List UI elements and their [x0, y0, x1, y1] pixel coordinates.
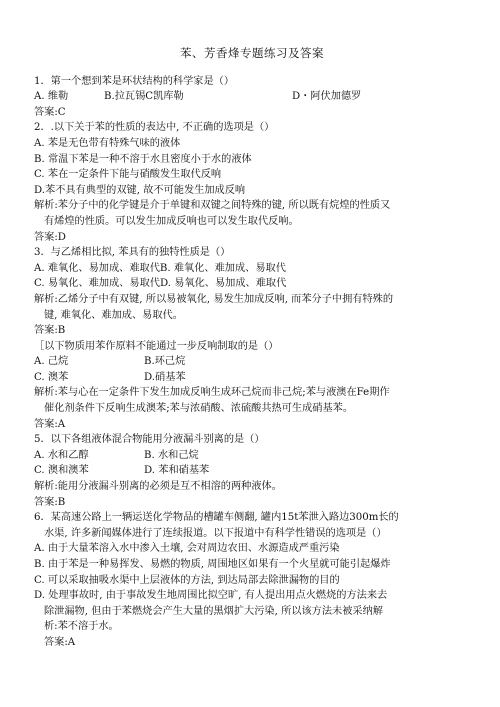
option-c: C. 苯在一定条件下能与硝酸发生取代反响: [34, 169, 222, 181]
analysis: 有烯煌的性质。可以发生加成反响也可以发生取代反响。: [44, 215, 299, 227]
option-a: A. 水和乙醇: [34, 449, 89, 461]
analysis: 解析:苯与心在一定条件下发生加成反响生成环己烷而非己烷;苯与液澳在Fe期作: [34, 387, 390, 399]
option-b: B. 由于苯是一种易挥发、易燃的物质, 周围地区如果有一个火星就可能引起爆炸: [34, 559, 391, 570]
option-a: A. 由于大量苯溶入水中渗入土壤, 会对周边农田、水源造成严重污染: [34, 543, 340, 555]
analysis: 解析:苯分子中的化学键是介于单键和双键之间特殊的键, 所以既有烷煌的性质又: [34, 200, 391, 212]
option-a: A. 己烷: [34, 356, 69, 368]
question-3: [34, 245, 470, 339]
question-stem: 5．以下各组液体混合物能用分液漏斗别离的是（）: [34, 434, 265, 446]
answer: 答案:C: [34, 106, 66, 118]
analysis: 催化剂条件下反响生成澳苯;苯与浓硝酸、浓硫酸共热可生成硝基苯。: [44, 403, 354, 415]
option-row: [34, 448, 470, 464]
option-b: B.环己烷: [144, 356, 186, 368]
answer: 答案:A: [34, 418, 66, 430]
question-4: [34, 339, 470, 433]
analysis: 解析:能用分液漏斗别离的必须是互不相溶的两种液体。: [34, 481, 282, 493]
question-stem: ［以下物质用苯作原料不能通过一步反响制取的是（）: [34, 340, 279, 352]
option-d: D・阿伏加德罗: [292, 91, 362, 103]
option-d: D.硝基苯: [144, 371, 186, 383]
answer: 答案:B: [34, 325, 66, 337]
question-stem: 水渠, 许多新闻媒体进行了连续报道。以下报道中有科学性错误的选项是（）: [44, 527, 387, 539]
option-a: A. 维勒: [34, 91, 69, 103]
option-row: [34, 463, 470, 479]
question-6: [34, 510, 470, 650]
question-stem: 1．第一个想到苯是环状结构的科学家是（）: [34, 75, 235, 87]
option-a: A. 苯是无色带有特殊气味的液体: [34, 137, 181, 149]
answer: 答案:B: [34, 496, 66, 508]
option-a-b: A. 难氧化、易加成、难取代B. 难氧化、难加成、易取代: [34, 262, 286, 274]
option-c: C. 澳苯: [34, 371, 69, 383]
answer: 答案:A: [44, 636, 76, 648]
option-d: 除泄漏物, 但由于苯燃烧会产生大量的黑烟扩大污染, 所以该方法未被采纳解: [44, 605, 383, 617]
question-stem: 2．.以下关于苯的性质的表达中, 不正确的选项是（）: [34, 122, 275, 134]
question-stem: 6．某高速公路上一辆运送化学物品的槽罐车侧翻, 罐内15t苯泄入路边300m长的: [34, 512, 399, 524]
option-b: B. 常温下苯是一种不溶于水且密度小于水的液体: [34, 153, 252, 165]
option-d: D. 处理事故时, 由于事故发生地周围比拟空旷, 有人提出用点火燃烧的方法来去: [34, 590, 388, 602]
option-d: 析:苯不溶于水。: [44, 621, 119, 633]
question-1: [34, 74, 470, 121]
question-stem: 3．与乙烯相比拟, 苯具有的独特性质是（）: [34, 247, 231, 259]
option-d: D.苯不具有典型的双键, 故不可能发生加成反响: [34, 184, 246, 196]
option-d: D. 苯和硝基苯: [144, 465, 210, 477]
question-5: [34, 432, 470, 510]
option-row: [34, 370, 470, 386]
option-b: B. 水和己烷: [144, 449, 199, 461]
option-b-c: B.拉瓦锡C凯库勒: [104, 91, 184, 103]
option-row: [34, 89, 470, 105]
analysis: 解析:乙烯分子中有双键, 所以易被氧化, 易发生加成反响, 而苯分子中拥有特殊的: [34, 293, 394, 305]
answer: 答案:D: [34, 231, 66, 243]
analysis: 键, 难氧化、难加成、易取代。: [44, 309, 183, 321]
document-title: 苯、芳香烽专题练习及答案: [180, 46, 324, 60]
option-row: [34, 354, 470, 370]
option-c: C. 澳和澳苯: [34, 465, 89, 477]
option-c-d: C. 易氧化、难加成、易取代D. 易氧化、易加成、难取代: [34, 278, 287, 290]
option-c: C. 可以采取抽吸水渠中上层液体的方法, 到达局部去除泄漏物的目的: [34, 574, 340, 586]
question-2: [34, 120, 470, 245]
